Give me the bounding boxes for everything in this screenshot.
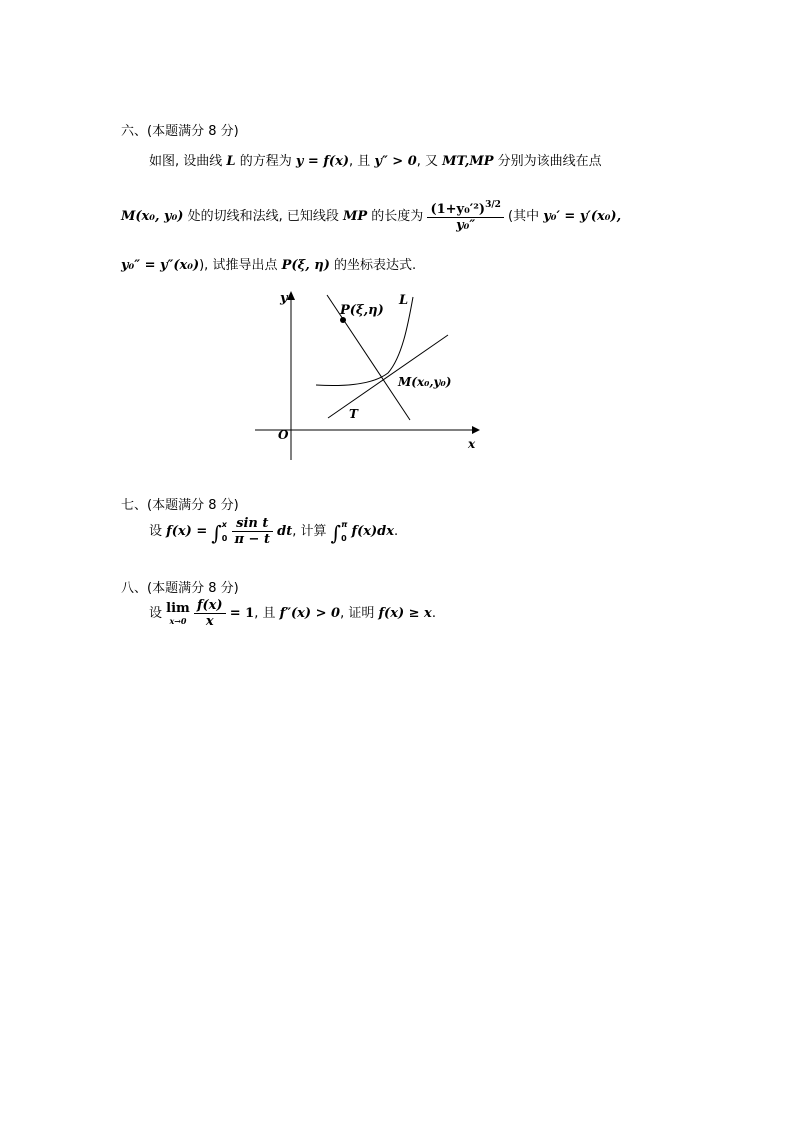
problem8-heading: 八、(本题满分 8 分) <box>121 581 239 596</box>
integral-limits: x 0 <box>221 519 228 543</box>
math-cond: y″ > 0 <box>374 154 417 169</box>
math-comma: , <box>464 154 470 169</box>
math-lhs: f(x) = <box>166 524 208 539</box>
problem6-heading: 六、(本题满分 8 分) <box>121 124 239 139</box>
text: 处的切线和法线, 已知线段 <box>187 209 339 224</box>
text: , 证明 <box>340 606 375 621</box>
math-conclusion: f(x) ≥ x <box>378 606 432 621</box>
x-axis-label: x <box>468 437 476 451</box>
text: ), 试推导出点 <box>199 258 278 273</box>
text: 的坐标表达式. <box>334 258 417 273</box>
tangent-normal-figure <box>250 285 490 465</box>
tangent-label: T <box>349 407 358 421</box>
point-P-label: P(ξ,η) <box>340 303 384 318</box>
fraction-denominator: x <box>194 613 226 629</box>
fraction-numerator: sin t <box>236 516 269 531</box>
math-dt: dt <box>277 524 293 539</box>
y-axis-arrow <box>287 291 295 300</box>
point-M-label: M(x₀,y₀) <box>398 375 452 389</box>
text: 设 <box>149 606 163 621</box>
text: , 且 <box>254 606 276 621</box>
text: . <box>394 524 399 539</box>
curve-label: L <box>399 293 409 308</box>
math-L: L <box>226 154 236 169</box>
text: 如图, 设曲线 <box>149 154 223 169</box>
fraction-numerator: $(1+y_0'^2)^{3/2}$ <box>430 200 501 217</box>
y-axis-label: y <box>280 291 288 306</box>
math-def2: y₀″ = y″(x₀) <box>121 258 200 273</box>
text: (其中 <box>508 209 540 224</box>
exponent: 3/2 <box>485 200 501 210</box>
length-fraction <box>427 200 503 233</box>
origin-label: O <box>278 428 289 442</box>
integral-sign: ∫ <box>211 521 222 545</box>
limit-operator: lim x→0 <box>166 601 190 626</box>
problem7-heading: 七、(本题满分 8 分) <box>121 498 239 513</box>
math-P: P(ξ, η) <box>281 258 330 273</box>
text: . <box>431 606 436 621</box>
problem6-line3 <box>121 254 416 273</box>
integrand-fraction <box>232 516 273 547</box>
math-integrand: f(x)dx <box>351 524 395 539</box>
math-MP: MP <box>469 154 494 169</box>
text: , 计算 <box>292 524 327 539</box>
text: 的长度为 <box>371 209 424 224</box>
text: 的方程为 <box>239 154 292 169</box>
problem6-line1 <box>149 150 602 169</box>
math-M0: M(x₀, y₀) <box>121 209 184 224</box>
problem6-line2 <box>121 200 621 233</box>
math-cond: f″(x) > 0 <box>279 606 341 621</box>
text: , 且 <box>349 154 371 169</box>
fraction-denominator: π − t <box>232 531 273 547</box>
math-def1: y₀′ = y′(x₀), <box>543 209 622 224</box>
problem8-line <box>149 598 436 629</box>
math-MT: MT <box>442 154 465 169</box>
limit-fraction <box>194 598 226 629</box>
text: 设 <box>149 524 163 539</box>
math-eq: = 1 <box>229 606 255 621</box>
fraction-numerator: f(x) <box>196 598 223 613</box>
math-eq: y = f(x) <box>295 154 349 169</box>
text: , 又 <box>416 154 439 169</box>
text: 分别为该曲线在点 <box>497 154 602 169</box>
x-axis-arrow <box>472 426 480 434</box>
integral-limits: π 0 <box>341 519 348 543</box>
integral-sign: ∫ <box>330 521 342 545</box>
math-MP: MP <box>342 209 368 224</box>
fraction-denominator: y₀″ <box>427 217 503 233</box>
problem7-line <box>149 516 398 547</box>
